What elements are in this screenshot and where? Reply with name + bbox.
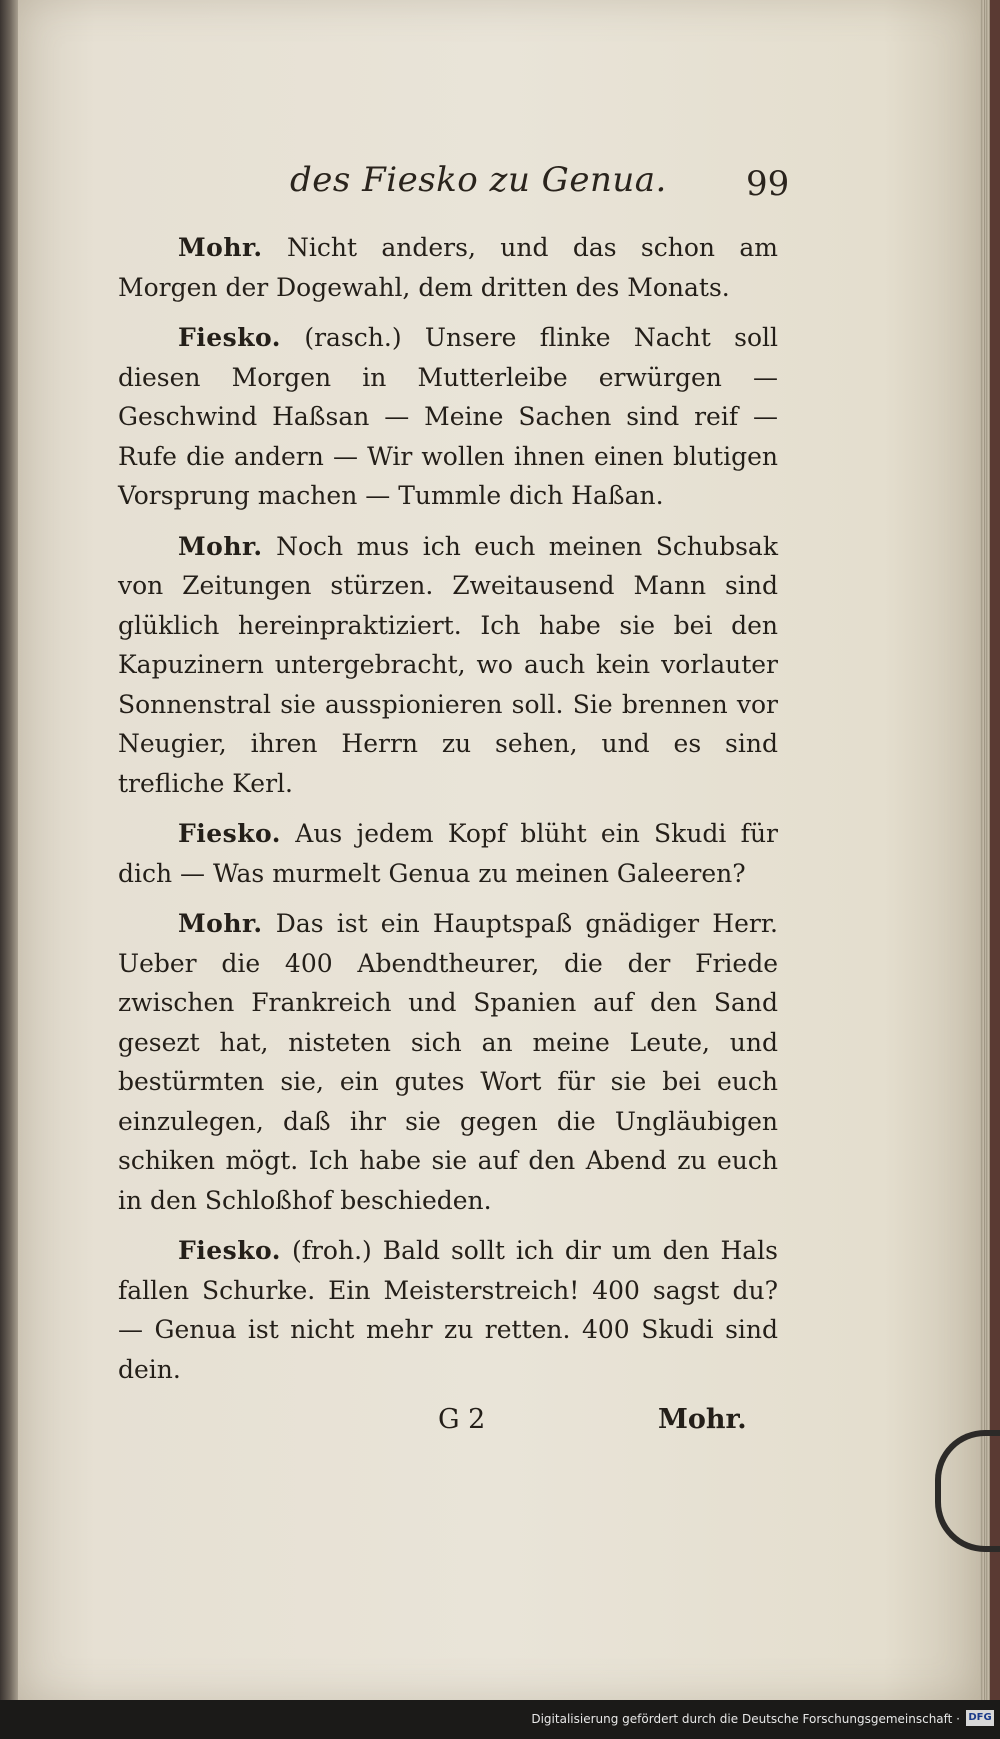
paragraph [118,228,778,307]
dfg-logo-icon: DFG [966,1710,994,1726]
page-header [18,160,980,210]
paragraph [118,904,778,1220]
catchword: Mohr. [658,1404,747,1435]
speaker-name: Fiesko. [178,1236,281,1265]
paragraph-text: Nicht anders, und das schon am Morgen der Dogewahl, dem dritten des Monats. [118,233,778,302]
speaker-name: Mohr. [178,531,263,561]
paragraph-text: (froh.) Bald sollt ich dir um den Hals fallen Schurke. Ein Meisterstreich! 400 sagst du? — Genua ist nicht mehr zu retten. 400 Skudi sind dein. [118,1236,778,1384]
speaker-name: Fiesko. [178,323,281,352]
speaker-name: Fiesko. [178,819,281,848]
paragraph [118,527,778,804]
signature-mark: G 2 [438,1404,486,1435]
credit-text: Digitalisierung gefördert durch die Deutsche Forschungsgemeinschaft · [531,1712,960,1726]
running-title: des Fiesko zu Genua. [290,160,667,200]
speaker-name: Mohr. [178,909,263,938]
page-footer [18,1404,980,1444]
credit-bar [0,1700,1000,1739]
paragraph [118,1231,778,1389]
paragraph-text: Noch mus ich euch meinen Schubsak von Zeitungen stürzen. Zweitausend Mann sind glüklich hereinpraktiziert. Ich habe sie bei den Kapuzinern untergebracht, wo auch kein vorlauter Sonnenstral sie ausspionieren soll. Sie brennen vor Neugier, ihren Herrn zu sehen, und es sind trefliche Kerl. [118,531,778,798]
paragraph [118,318,778,516]
page-number: 99 [746,164,790,204]
paragraph [118,814,778,893]
page-body [118,228,778,1400]
paragraph-text: Aus jedem Kopf blüht ein Skudi für dich — Was murmelt Genua zu meinen Galeeren? [118,819,778,888]
paragraph-text: (rasch.) Unsere flinke Nacht soll diesen Morgen in Mutterleibe erwürgen — Geschwind Haßsan — Meine Sachen sind reif — Rufe die andern — Wir wollen ihnen einen blutigen Vorsprung machen — Tummle dich Haßan. [118,323,778,510]
paragraph-text: Das ist ein Hauptspaß gnädiger Herr. Ueber die 400 Abendtheurer, die der Friede zwischen Frankreich und Spanien auf den Sand gesezt hat, nisteten sich an meine Leute, und bestürmten sie, ein gutes Wort für sie bei euch einzulegen, daß ihr sie gegen die Ungläubigen schiken mögt. Ich habe sie auf den Abend zu euch in den Schloßhof beschieden. [118,909,778,1215]
book-page [18,0,980,1700]
speaker-name: Mohr. [178,233,263,262]
